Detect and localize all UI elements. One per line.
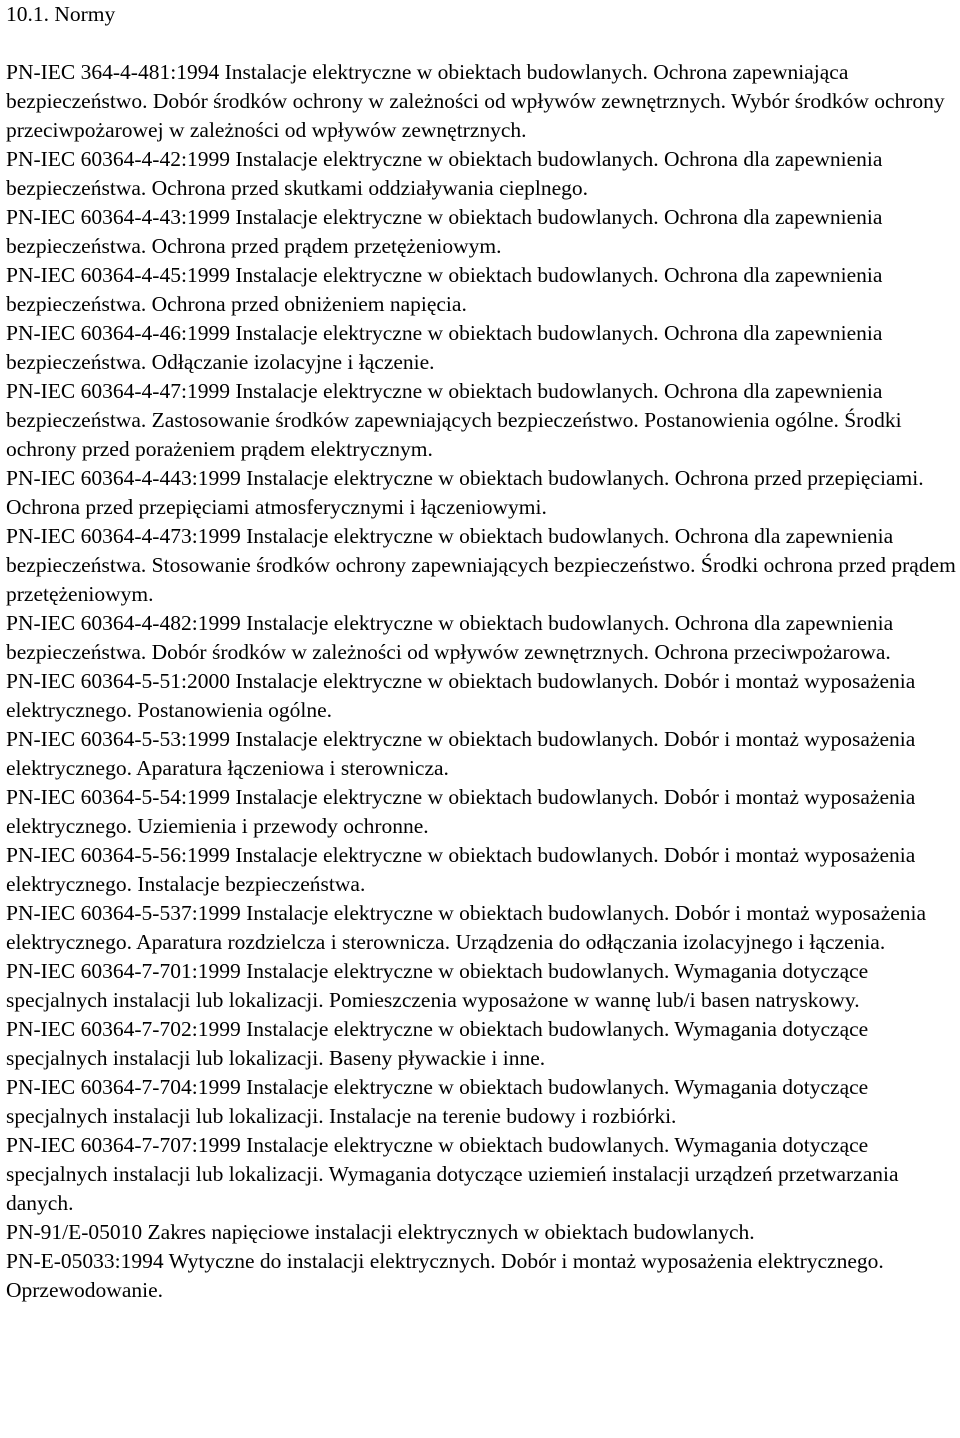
norm-item: PN-IEC 60364-4-46:1999 Instalacje elektryczne w obiektach budowlanych. Ochrona dla zapewnienia bezpieczeństwa. Odłączanie izolacyjne i łączenie. bbox=[6, 321, 883, 374]
norm-item: PN-IEC 60364-4-482:1999 Instalacje elektryczne w obiektach budowlanych. Ochrona dla zapewnienia bezpieczeństwa. Dobór środków w zależności od wpływów zewnętrznych. Ochrona przeciwpożarowa. bbox=[6, 611, 894, 664]
norm-item: PN-IEC 60364-4-473:1999 Instalacje elektryczne w obiektach budowlanych. Ochrona dla zapewnienia bezpieczeństwa. Stosowanie środków ochrony zapewniających bezpieczeństwo. Środki ochrona przed prądem przetężeniowym. bbox=[6, 524, 956, 606]
document-page bbox=[6, 0, 958, 1305]
norms-list bbox=[6, 58, 958, 1305]
norm-item: PN-IEC 60364-7-704:1999 Instalacje elektryczne w obiektach budowlanych. Wymagania dotyczące specjalnych instalacji lub lokalizacji. Instalacje na terenie budowy i rozbiórki. bbox=[6, 1075, 869, 1128]
norm-item: PN-IEC 60364-5-537:1999 Instalacje elektryczne w obiektach budowlanych. Dobór i montaż wyposażenia elektrycznego. Aparatura rozdzielcza i sterownicza. Urządzenia do odłączania izolacyjnego i łączenia. bbox=[6, 901, 927, 954]
norm-item: PN-IEC 60364-5-56:1999 Instalacje elektryczne w obiektach budowlanych. Dobór i montaż wyposażenia elektrycznego. Instalacje bezpieczeństwa. bbox=[6, 843, 916, 896]
section-heading: 10.1. Normy bbox=[6, 2, 116, 26]
norm-item: PN-IEC 60364-4-443:1999 Instalacje elektryczne w obiektach budowlanych. Ochrona przed przepięciami. Ochrona przed przepięciami atmosferycznymi i łączeniowymi. bbox=[6, 466, 924, 519]
norm-item: PN-IEC 60364-7-707:1999 Instalacje elektryczne w obiektach budowlanych. Wymagania dotyczące specjalnych instalacji lub lokalizacji. Wymagania dotyczące uziemień instalacji urządzeń przetwarzania danych. bbox=[6, 1133, 899, 1215]
norm-item: PN-IEC 364-4-481:1994 Instalacje elektryczne w obiektach budowlanych. Ochrona zapewniająca bezpieczeństwo. Dobór środków ochrony w zależności od wpływów zewnętrznych. Wybór środków ochrony przeciwpożarowej w zależności od wpływów zewnętrznych. bbox=[6, 60, 945, 142]
norm-item: PN-IEC 60364-4-47:1999 Instalacje elektryczne w obiektach budowlanych. Ochrona dla zapewnienia bezpieczeństwa. Zastosowanie środków zapewniających bezpieczeństwo. Postanowienia ogólne. Środki ochrony przed porażeniem prądem elektrycznym. bbox=[6, 379, 902, 461]
norm-item: PN-IEC 60364-7-702:1999 Instalacje elektryczne w obiektach budowlanych. Wymagania dotyczące specjalnych instalacji lub lokalizacji. Baseny pływackie i inne. bbox=[6, 1017, 869, 1070]
norm-item: PN-IEC 60364-7-701:1999 Instalacje elektryczne w obiektach budowlanych. Wymagania dotyczące specjalnych instalacji lub lokalizacji. Pomieszczenia wyposażone w wannę lub/i basen natryskowy. bbox=[6, 959, 869, 1012]
norm-item: PN-91/E-05010 Zakres napięciowe instalacji elektrycznych w obiektach budowlanych. bbox=[6, 1220, 755, 1244]
norm-item: PN-IEC 60364-4-42:1999 Instalacje elektryczne w obiektach budowlanych. Ochrona dla zapewnienia bezpieczeństwa. Ochrona przed skutkami oddziaływania cieplnego. bbox=[6, 147, 883, 200]
norm-item: PN-IEC 60364-5-51:2000 Instalacje elektryczne w obiektach budowlanych. Dobór i montaż wyposażenia elektrycznego. Postanowienia ogólne. bbox=[6, 669, 916, 722]
norm-item: PN-E-05033:1994 Wytyczne do instalacji elektrycznych. Dobór i montaż wyposażenia elektrycznego. Oprzewodowanie. bbox=[6, 1249, 884, 1302]
norm-item: PN-IEC 60364-5-53:1999 Instalacje elektryczne w obiektach budowlanych. Dobór i montaż wyposażenia elektrycznego. Aparatura łączeniowa i sterownicza. bbox=[6, 727, 916, 780]
norm-item: PN-IEC 60364-5-54:1999 Instalacje elektryczne w obiektach budowlanych. Dobór i montaż wyposażenia elektrycznego. Uziemienia i przewody ochronne. bbox=[6, 785, 916, 838]
norm-item: PN-IEC 60364-4-45:1999 Instalacje elektryczne w obiektach budowlanych. Ochrona dla zapewnienia bezpieczeństwa. Ochrona przed obniżeniem napięcia. bbox=[6, 263, 883, 316]
norm-item: PN-IEC 60364-4-43:1999 Instalacje elektryczne w obiektach budowlanych. Ochrona dla zapewnienia bezpieczeństwa. Ochrona przed prądem przetężeniowym. bbox=[6, 205, 883, 258]
